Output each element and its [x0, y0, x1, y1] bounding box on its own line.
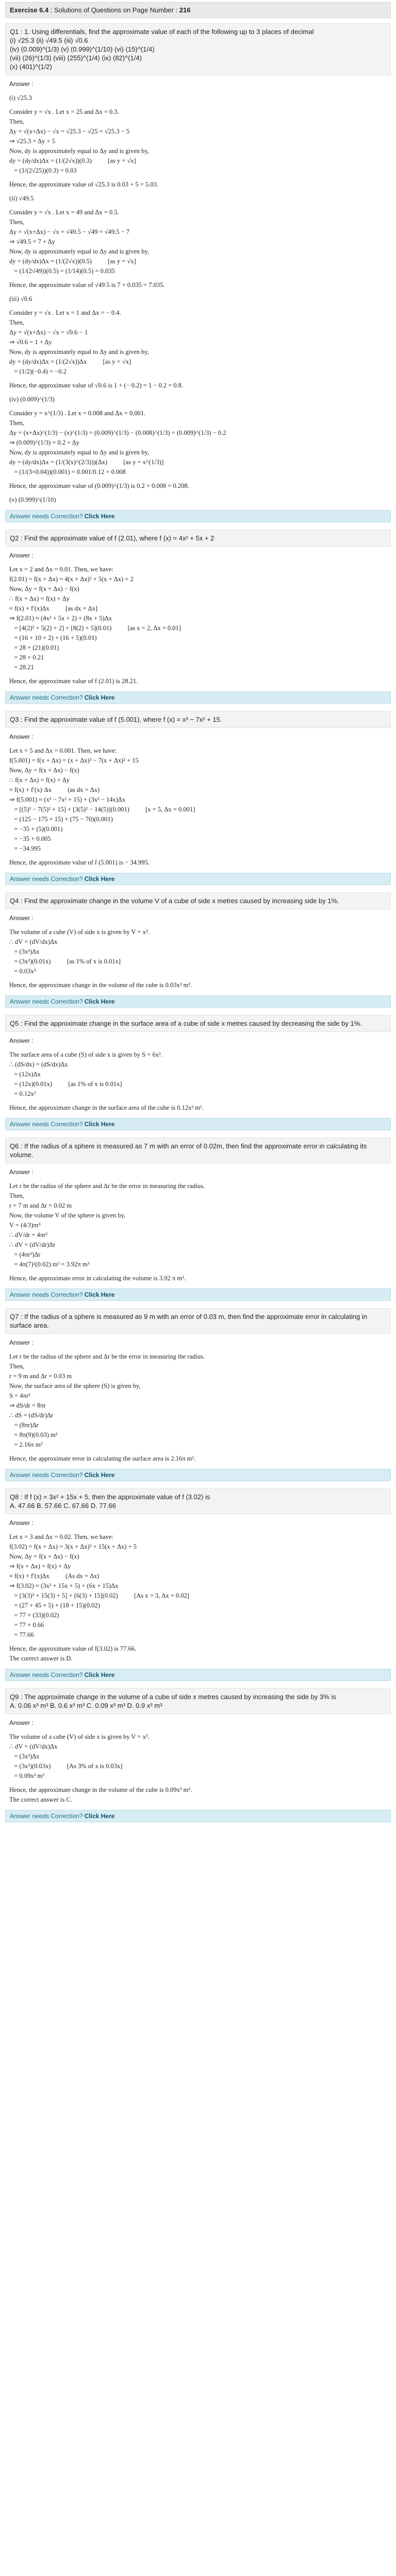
question-text: Q4 : Find the approximate change in the volume V of a cube of side x metres caused by increasing side by 1%.	[5, 892, 391, 909]
question-text: Q1 : 1. Using differentials, find the approximate value of each of the following up to 3 places of decimal (i) √25.3 (ii) √49.5 (iii) √0.6 (iv) (0.009)^(1/3) (v) (0.999)^(1/10) (vi) (15)^(1/4) (vii) (26)^(1/3) (viii) (255)^(1/4) (ix) (82)^(1/4) (x) (401)^(1/2)	[5, 23, 391, 75]
correction-text: Answer needs Correction?	[10, 1812, 85, 1820]
question-text: Q3 : Find the approximate value of f (5.001), where f (x) = x³ − 7x² + 15.	[5, 711, 391, 728]
answer-body	[5, 909, 391, 992]
click-here-link[interactable]: Click Here	[84, 513, 115, 520]
correction-bar	[5, 1469, 391, 1481]
correction-text: Answer needs Correction?	[10, 1471, 85, 1479]
answer-line: Now, dy is approximately equal to Δy and is given by,	[9, 248, 149, 255]
answer-label: Answer :	[9, 80, 34, 88]
answer-line: = 8π(9)(0.03) m²	[9, 1431, 58, 1438]
answer-line: (iv) (0.009)^(1/3)	[9, 396, 55, 403]
spacer	[9, 672, 387, 676]
answer-label: Answer :	[9, 1037, 34, 1044]
spacer	[9, 404, 387, 409]
answer-line: ∴ f(x + Δx) = f(x) + Δy	[9, 595, 70, 602]
answer-line: = [4(2)² + 5(2) + 2] + [8(2) + 5](0.01) [as x = 2, Δx = 0.01]	[9, 624, 181, 632]
answer-line: Δy = √(x+Δx) − √x = √25.3 − √25 = √25.3 − 5	[9, 128, 130, 135]
answer-line: = 77 + 0.66	[9, 1621, 44, 1629]
answer-line: V = (4/3)πr³	[9, 1222, 41, 1229]
correction-bar	[5, 691, 391, 704]
answer-line: Hence, the approximate error in calculating the surface area is 2.16π m².	[9, 1455, 196, 1462]
answer-line: ∴ dV = (dV/dx)Δx	[9, 1743, 58, 1750]
answer-line: f(2.01) = f(x + Δx) = 4(x + Δx)² + 5(x + Δx) + 2	[9, 575, 134, 583]
question-text: Q6 : If the radius of a sphere is measured as 7 m with an error of 0.02m, then find the approximate error in calculating its volume.	[5, 1138, 391, 1163]
answer-line: (iii) √0.6	[9, 295, 32, 302]
answer-body	[5, 728, 391, 870]
spacer	[9, 1177, 387, 1181]
correction-bar	[5, 1118, 391, 1130]
answer-line: Hence, the approximate error in calculating the volume is 3.92 π m³.	[9, 1275, 186, 1282]
spacer	[9, 1046, 387, 1050]
spacer	[9, 204, 387, 208]
answer-line: = (4πr²)Δr	[9, 1251, 41, 1258]
answer-line: = (1/2)(−0.4) = −0.2	[9, 368, 67, 375]
answer-line: The volume of a cube (V) of side x is given by V = x³.	[9, 1733, 150, 1740]
answer-line: = 77.66	[9, 1631, 34, 1638]
answer-line: f(3.02) = f(x + Δx) = 3(x + Δx)² + 15(x + Δx) + 5	[9, 1543, 137, 1550]
answer-line: ⇒ f(3.02) ≈ (3x² + 15x + 5) + (6x + 15)Δx	[9, 1582, 119, 1589]
answer-line: = (1/(2√49))(0.5) = (1/14)(0.5) = 0.035	[9, 267, 115, 275]
correction-text: Answer needs Correction?	[10, 1671, 85, 1679]
correction-text: Answer needs Correction?	[10, 875, 85, 883]
question-block	[5, 1303, 391, 1483]
spacer	[9, 854, 387, 858]
answer-line: = (1/(2√25))(0.3) = 0.03	[9, 167, 77, 174]
answer-line: = 4π(7)²(0.02) m³ = 3.92π m³	[9, 1261, 90, 1268]
question-block	[5, 1683, 391, 1824]
answer-line: ⇒ dS/dr = 8πr	[9, 1402, 46, 1409]
answer-line: ∴ dV/dr = 4πr²	[9, 1231, 48, 1239]
answer-line: Hence, the approximate value of √0.6 is 1 + (− 0.2) = 1 − 0.2 = 0.8.	[9, 382, 184, 389]
answer-line: = [(5)³ − 7(5)² + 15] + [3(5)² − 14(5)](0.001) [x = 5, Δx = 0.001]	[9, 806, 195, 813]
answer-body	[5, 1514, 391, 1666]
answer-line: = (3x²)(0.01x) [as 1% of x is 0.01x]	[9, 958, 121, 965]
question-block	[5, 706, 391, 887]
exercise-header	[5, 2, 391, 18]
answer-label: Answer :	[9, 1168, 34, 1176]
answer-line: Let x = 5 and Δx = 0.001. Then, we have:	[9, 747, 117, 754]
question-block	[5, 18, 391, 524]
answer-line: = 28.21	[9, 664, 34, 671]
answer-line: = 0.12x²	[9, 1090, 36, 1097]
answer-line: Let r be the radius of the sphere and Δr be the error in measuring the radius.	[9, 1182, 205, 1190]
answer-line: = 0.03x³	[9, 968, 36, 975]
correction-text: Answer needs Correction?	[10, 998, 85, 1005]
answer-line: = (3x²)Δx	[9, 1753, 40, 1760]
answer-line: Consider y = x^(1/3) . Let x = 0.008 and Δx = 0.001.	[9, 410, 146, 417]
answer-line: Then,	[9, 218, 24, 226]
answer-line: = (125 − 175 + 15) + (75 − 70)(0.001)	[9, 816, 113, 823]
answer-line: Then,	[9, 1192, 24, 1199]
question-text: Q7 : If the radius of a sphere is measured as 9 m with an error of 0.03 m, then find the approximate error in calculating in surface area.	[5, 1308, 391, 1334]
answer-line: ≈ f(x) + f′(x)·Δx (as dx = Δx)	[9, 786, 100, 793]
solutions-page	[0, 2, 396, 1824]
answer-line: Hence, the approximate value of f (5.001) is − 34.995.	[9, 859, 150, 866]
answer-line: Let x = 2 and Δx = 0.01. Then, we have:	[9, 566, 114, 573]
answer-line: Hence, the approximate value of (0.009)^(1/3) is 0.2 + 0.008 = 0.208.	[9, 482, 189, 489]
answer-line: = (3x²)(0.03x) [As 3% of x is 0.03x]	[9, 1762, 123, 1770]
correction-bar	[5, 1810, 391, 1822]
answer-body	[5, 1714, 391, 1807]
answer-line: = −34.995	[9, 845, 41, 852]
answer-line: Now, dy is approximately equal to Δy and is given by,	[9, 449, 149, 456]
answer-line: Δy = √(x+Δx) − √x = √0.6 − 1	[9, 329, 88, 336]
answer-line: (v) (0.999)^(1/10)	[9, 496, 56, 503]
answer-line: = [3(3)² + 15(3) + 5] + [6(3) + 15](0.02) [As x = 3, Δx = 0.02]	[9, 1592, 189, 1599]
answer-line: Hence, the approximate value of f(3.02) is 77.66.	[9, 1645, 137, 1652]
exercise-subtitle: : Solutions of Questions on Page Number :	[48, 6, 179, 14]
answer-line: Hence, the approximate value of √25.3 is 0.03 + 5 = 5.03.	[9, 181, 158, 188]
spacer	[9, 290, 387, 294]
answer-line: r = 9 m and Δr = 0.03 m	[9, 1372, 72, 1380]
click-here-link[interactable]: Click Here	[84, 1471, 115, 1479]
answer-line: = −35 + (5)(0.001)	[9, 825, 63, 833]
answer-label: Answer :	[9, 1519, 34, 1527]
answer-body	[5, 1334, 391, 1466]
question-text: Q5 : Find the approximate change in the surface area of a cube of side x metres caused by decreasing the side by 1%.	[5, 1015, 391, 1032]
click-here-link[interactable]: Click Here	[84, 875, 115, 883]
answer-line: = −35 + 0.005	[9, 835, 51, 842]
correction-bar	[5, 1669, 391, 1681]
answer-line: = (1/(3×0.04))(0.001) = 0.001/0.12 = 0.008	[9, 468, 126, 476]
answer-line: dy = (dy/dx)Δx = (1/(2√x))(0.5) [as y = √x]	[9, 258, 136, 265]
answer-body	[5, 75, 391, 507]
answer-line: Now, dy is approximately equal to Δy and is given by,	[9, 348, 149, 355]
answer-line: The correct answer is D.	[9, 1655, 73, 1662]
answer-label: Answer :	[9, 552, 34, 559]
answer-line: ⇒ √0.6 = 1 + Δy	[9, 338, 52, 346]
answer-line: dy = (dy/dx)Δx = (1/(3(x)^(2/3)))(Δx) [as y = x^(1/3)]	[9, 459, 164, 466]
answer-line: Let r be the radius of the sphere and Δr be the error in measuring the radius.	[9, 1353, 205, 1360]
correction-text: Answer needs Correction?	[10, 1121, 85, 1128]
question-block	[5, 1483, 391, 1683]
answer-line: ∴ dV = (dV/dx)Δx	[9, 938, 58, 945]
correction-bar	[5, 1289, 391, 1301]
correction-text: Answer needs Correction?	[10, 1291, 85, 1298]
question-block	[5, 1010, 391, 1132]
spacer	[9, 742, 387, 746]
question-block	[5, 887, 391, 1010]
answer-line: Hence, the approximate value of f (2.01) is 28.21.	[9, 677, 138, 685]
answer-label: Answer :	[9, 733, 34, 740]
click-here-link[interactable]: Click Here	[84, 1291, 115, 1298]
answer-line: S = 4πr²	[9, 1392, 30, 1399]
spacer	[9, 923, 387, 927]
answer-line: = (8πr)Δr	[9, 1421, 39, 1429]
answer-line: Then,	[9, 419, 24, 427]
spacer	[9, 377, 387, 381]
answer-line: Consider y = √x . Let x = 1 and Δx = − 0.4.	[9, 309, 121, 316]
question-block	[5, 524, 391, 706]
correction-bar	[5, 510, 391, 522]
answer-line: = 0.09x³ m³	[9, 1772, 45, 1780]
question-text: Q8 : If f (x) = 3x² + 15x + 5, then the approximate value of f (3.02) is A. 47.66 B. 57.66 C. 67.66 D. 77.66	[5, 1488, 391, 1514]
answer-label: Answer :	[9, 1719, 34, 1726]
answer-line: Hence, the approximate change in the volume of the cube is 0.03x³ m³.	[9, 981, 192, 989]
answer-body	[5, 1163, 391, 1285]
spacer	[9, 190, 387, 194]
answer-line: = (12x)(0.01x) [as 1% of x is 0.01x]	[9, 1080, 122, 1088]
answer-line: = (27 + 45 + 5) + (18 + 15)(0.02)	[9, 1602, 100, 1609]
question-block	[5, 1132, 391, 1303]
answer-line: = (3x²)Δx	[9, 948, 40, 955]
answer-line: = (12x)Δx	[9, 1071, 41, 1078]
spacer	[9, 89, 387, 93]
correction-text: Answer needs Correction?	[10, 513, 85, 520]
click-here-link[interactable]: Click Here	[84, 1671, 115, 1679]
answer-line: Now, dy is approximately equal to Δy and is given by,	[9, 147, 149, 155]
answer-line: Now, Δy = f(x + Δx) − f(x)	[9, 1553, 79, 1560]
spacer	[9, 1528, 387, 1532]
correction-bar	[5, 995, 391, 1008]
spacer	[9, 1269, 387, 1274]
correction-bar	[5, 873, 391, 885]
answer-line: Now, the surface area of the sphere (S) is given by,	[9, 1382, 141, 1389]
answer-line: Consider y = √x . Let x = 25 and Δx = 0.3.	[9, 108, 119, 115]
correction-text: Answer needs Correction?	[10, 694, 85, 701]
spacer	[9, 1781, 387, 1785]
answer-body	[5, 547, 391, 688]
spacer	[9, 276, 387, 280]
spacer	[9, 1640, 387, 1644]
answer-line: Δy = (x+Δx)^(1/3) − (x)^(1/3) = (0.009)^(1/3) − (0.008)^(1/3) = (0.009)^(1/3) − 0.2	[9, 429, 226, 436]
question-text: Q9 : The approximate change in the volume of a cube of side x metres caused by increasing the side by 3% is A. 0.06 x³ m³ B. 0.6 x³ m³ C. 0.09 x³ m³ D. 0.9 x³ m³	[5, 1688, 391, 1714]
page-number: 216	[179, 6, 191, 14]
answer-line: = (16 + 10 + 2) + (16 + 5)(0.01)	[9, 634, 97, 641]
answer-line: Now, the volume V of the sphere is given by,	[9, 1212, 126, 1219]
answer-line: Then,	[9, 118, 24, 125]
answer-line: = 28 + 0.21	[9, 654, 44, 661]
question-text: Q2 : Find the approximate value of f (2.01), where f (x) = 4x² + 5x + 2	[5, 530, 391, 547]
answer-line: Δy = √(x+Δx) − √x = √49.5 − √49 = √49.5 − 7	[9, 228, 130, 235]
answer-line: Consider y = √x . Let x = 49 and Δx = 0.5.	[9, 209, 119, 216]
click-here-link[interactable]: Click Here	[84, 1121, 115, 1128]
spacer	[9, 477, 387, 481]
answer-line: (i) √25.3	[9, 94, 32, 101]
answer-line: = 77 + (33)(0.02)	[9, 1612, 59, 1619]
spacer	[9, 491, 387, 495]
spacer	[9, 976, 387, 980]
answer-line: = 2.16π m²	[9, 1441, 43, 1448]
answer-label: Answer :	[9, 914, 34, 922]
answer-line: Let x = 3 and Δx = 0.02. Then, we have:	[9, 1533, 114, 1540]
answer-line: Then,	[9, 1363, 24, 1370]
answer-line: Hence, the approximate change in the surface area of the cube is 0.12x² m².	[9, 1104, 204, 1111]
spacer	[9, 1099, 387, 1103]
spacer	[9, 1728, 387, 1732]
answer-line: ⇒ f(5.001) ≈ (x³ − 7x² + 15) + (3x² − 14x)Δx	[9, 796, 126, 803]
answer-line: Then,	[9, 319, 24, 326]
answer-line: ⇒ √25.3 = Δy + 5	[9, 138, 55, 145]
click-here-link[interactable]: Click Here	[84, 998, 115, 1005]
spacer	[9, 176, 387, 180]
spacer	[9, 391, 387, 395]
answer-line: Now, Δy = f(x + Δx) − f(x)	[9, 767, 79, 774]
answer-body	[5, 1032, 391, 1115]
answer-line: The correct answer is C.	[9, 1796, 72, 1803]
spacer	[9, 103, 387, 107]
answer-line: ≈ f(x) + f′(x)Δx (As dx = Δx)	[9, 1572, 100, 1580]
answer-line: (ii) √49.5	[9, 195, 34, 202]
spacer	[9, 1450, 387, 1454]
answer-line: Now, Δy = f(x + Δx) − f(x)	[9, 585, 79, 592]
questions-list	[5, 18, 391, 1824]
spacer	[9, 304, 387, 308]
answer-line: ∴ (dS/dx) = (dS/dx)Δx	[9, 1061, 68, 1068]
answer-line: ⇒ √49.5 = 7 + Δy	[9, 238, 55, 245]
answer-line: The surface area of a cube (S) of side x is given by S = 6x².	[9, 1051, 162, 1058]
click-here-link[interactable]: Click Here	[84, 1812, 115, 1820]
answer-line: = 28 + (21)(0.01)	[9, 644, 59, 651]
answer-label: Answer :	[9, 1339, 34, 1346]
answer-line: f(5.001) = f(x + Δx) = (x + Δx)³ − 7(x + Δx)² + 15	[9, 757, 139, 764]
answer-line: The volume of a cube (V) of side x is given by V = x³.	[9, 928, 150, 936]
spacer	[9, 1348, 387, 1352]
answer-line: ⇒ f(2.01) ≈ (4x² + 5x + 2) + (8x + 5)Δx	[9, 615, 112, 622]
answer-line: dy = (dy/dx)Δx = (1/(2√x))(0.3) [as y = √x]	[9, 157, 136, 164]
answer-line: ∴ f(x + Δx) = f(x) + Δy	[9, 776, 70, 784]
answer-line: ∴ dV = (dV/dr)Δr	[9, 1241, 56, 1248]
answer-line: ∴ dS = (dS/dr)Δr	[9, 1412, 54, 1419]
answer-line: ⇒ f(x + Δx) = f(x) + Δy	[9, 1563, 71, 1570]
answer-line: dy = (dy/dx)Δx = (1/(2√x))Δx [as y = √x]	[9, 358, 131, 365]
answer-line: ⇒ (0.009)^(1/3) = 0.2 + Δy	[9, 439, 80, 446]
click-here-link[interactable]: Click Here	[84, 694, 115, 701]
answer-line: ≈ f(x) + f′(x)Δx [as dx = Δx]	[9, 605, 97, 612]
answer-line: r = 7 m and Δr = 0.02 m	[9, 1202, 72, 1209]
spacer	[9, 561, 387, 565]
exercise-title: Exercise 6.4	[10, 6, 49, 14]
answer-line: Hence, the approximate value of √49.5 is 7 + 0.035 = 7.035.	[9, 281, 165, 289]
answer-line: Hence, the approximate change in the volume of the cube is 0.09x³ m³.	[9, 1786, 192, 1793]
